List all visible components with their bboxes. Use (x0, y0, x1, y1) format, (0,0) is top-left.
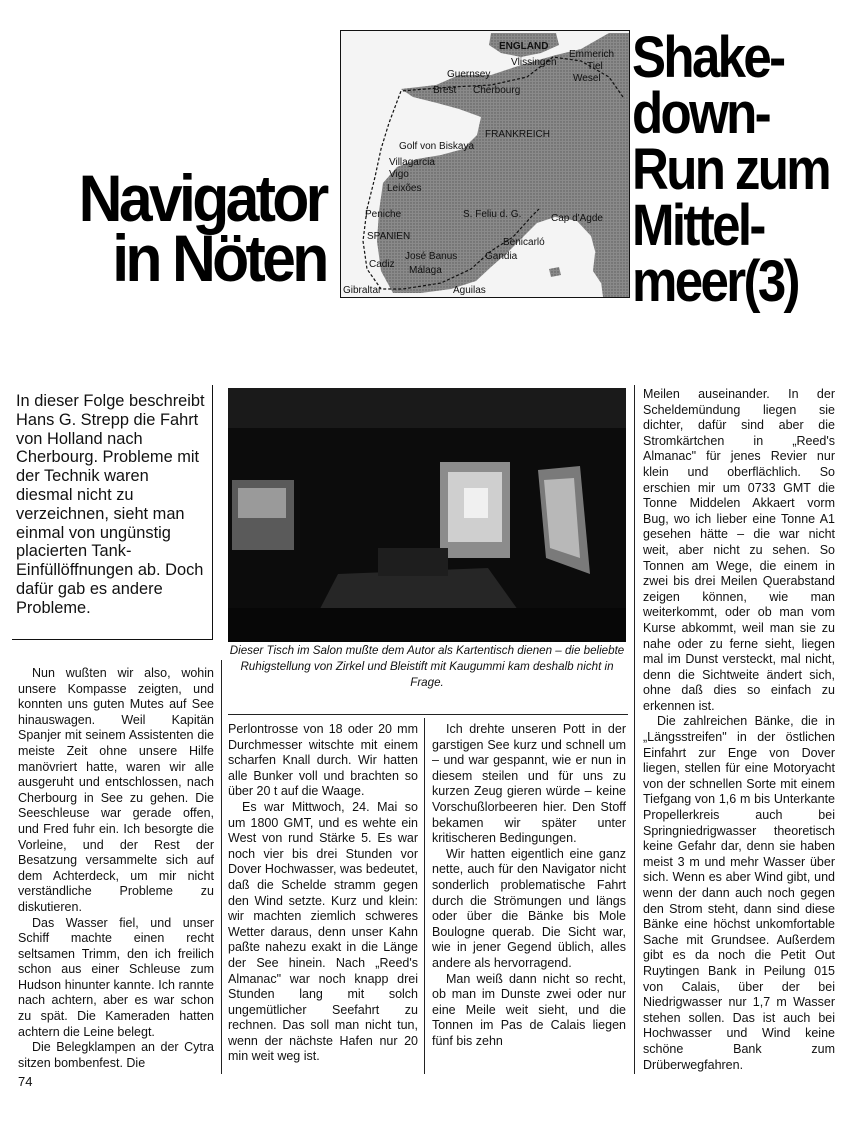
map-label-benicarlo: Benicarló (503, 237, 545, 248)
paragraph: Die zahlreichen Bänke, die in „Längsstreifen" in der östlichen Einfahrt zur Enge von Dover liegen, stellen für eine Motoryacht von der schnellen Sorte mit einem Tiefgang von 1,6 m bis Unterkante Propellerkreis auch bei Springniedrigwasser theoretisch keine Gefahr dar, denn sie haben meist 3 m und mehr Wasser über sich. Wenn es aber Wind gibt, und wenn der dann auch noch gegen den Strom steht, dann sind diese Bänke eine höchst unkomfortable Sache mit Grundsee. Außerdem gibt es da noch die Petit Out Ruytingen Bank in Peilung 015 von Calais, über der bei Niedrigwasser nur 1,7 m Wasser stehen sollen. Das ist auch bei Hochwasser und Wind keine schöne Bank zum Drüberwegfahren. (643, 714, 835, 1072)
column-rule (424, 718, 425, 1074)
map-label-tiel: Tiel (587, 61, 603, 72)
map-label-frankreich: FRANKREICH (485, 129, 551, 140)
paragraph: Ich drehte unseren Pott in der garstigen See kurz und schnell um – und war gespannt, wie er nun in diesem steilen und für uns zu kurzen Zeug gieren würde – keine Vorschußlorbeeren hier. Den Stoff bekamen wir später unter kritischeren Bedingungen. (432, 722, 626, 846)
paragraph: Perlontrosse von 18 oder 20 mm Durchmesser witschte mit einem scharfen Knall durch. Wir hatten alle Bunker voll und brachten so über 20 t auf die Waage. (228, 722, 418, 799)
map-label-vlissingen: Vlissingen (511, 57, 557, 68)
photo-caption: Dieser Tisch im Salon mußte dem Autor als Kartentisch dienen – die beliebte Ruhigstellung von Zirkel und Bleistift mit Kaugummi kam deshalb nicht in Frage. (229, 644, 625, 689)
map-label-jose-banus: José Banus (405, 251, 458, 262)
paragraph: Das Wasser fiel, und unser Schiff machte einen recht seltsamen Trimm, den ich freilich schon aus einer Schleuse zum Hudson hinunter kannte. Ich rannte nach achtern, aber es war schon zu spät. Die Kameraden hatten achtern die Leine belegt. (18, 915, 214, 1039)
text-column-3 (432, 722, 626, 1049)
caption-rule (228, 714, 628, 715)
paragraph: Man weiß dann nicht so recht, ob man im Dunste zwei oder nur eine Meile weit sieht, und die Tonnen im Pas de Calais liegen fünf bis zehn (432, 971, 626, 1048)
headline-right-line: Run zum (632, 137, 829, 202)
map-label-cadiz: Cadiz (369, 259, 395, 270)
map-label-leixoes: Leixões (387, 183, 422, 194)
map-label-peniche: Peniche (365, 209, 402, 220)
map-label-spanien: SPANIEN (367, 231, 411, 242)
intro-text: In dieser Folge beschreibt Hans G. Strepp die Fahrt von Holland nach Cherbourg. Probleme mit der Technik waren diesmal nicht zu verzeichnen, sieht man einmal von ungünstig placierten Tank-Einfüllöffnungen ab. Doch dafür gab es andere Probleme. (16, 392, 205, 617)
paragraph: Wir hatten eigentlich eine ganz nette, auch für den Navigator nicht sonderlich problematische Fahrt durch die Strömungen und längs oder über die Bänke bis Mole Boulogne querab. Die Sicht war, wie in jener Gegend üblich, alles andere als hervorragend. (432, 846, 626, 970)
map-label-golf: Golf von Biskaya (399, 141, 475, 152)
paragraph: Meilen auseinander. In der Scheldemündung liegen sie dichter, dafür sind aber die Stromkärtchen in „Reed's Almanac" für jenes Revier nur klein und oberflächlich. So erschien mir um 0733 GMT die Tonne Middelen Akkaert vorm Bug, wo ich lieber eine Tonne A1 gesehen hätte – die war nicht weit, aber nicht zu sehen. So Tonnen am Wege, die einem in zwei bis drei Meilen Querabstand zeigen können, wie man weiterkommt, oder ob man vom Kurse abkommt, weil man sie zu nahe oder zu ferne sieht, liegen mal im Dunst versteckt, mal nicht, denn die Sichtweite ändert sich, ohne daß dies so einfach zu erkennen ist. (643, 387, 835, 713)
headline-right-line: down- (632, 81, 770, 146)
paragraph: Die Belegklampen an der Cytra sitzen bombenfest. Die (18, 1040, 214, 1070)
map-label-guernsey: Guernsey (447, 69, 491, 80)
map-label-vigo: Vigo (389, 169, 409, 180)
map-label-wesel: Wesel (573, 73, 601, 84)
route-map (340, 30, 630, 298)
headline-right-line: Shake- (632, 25, 784, 90)
headline-left-line: in Nöten (112, 221, 326, 295)
text-column-2 (228, 722, 418, 1065)
map-label-aguilas: Aguilas (453, 285, 486, 296)
page-number: 74 (18, 1074, 33, 1089)
headline-left (22, 161, 326, 295)
text-column-1 (18, 666, 214, 1071)
column-rule (221, 660, 222, 1074)
map-label-gandia: Gandia (485, 251, 518, 262)
headline-right (632, 25, 843, 314)
map-label-brest: Brest (433, 85, 457, 96)
map-label-sfeliu: S. Feliu d. G. (463, 209, 522, 220)
map-label-malaga: Málaga (409, 265, 442, 276)
map-label-cherbourg: Cherbourg (473, 85, 521, 96)
headline-right-line: meer(3) (632, 249, 798, 314)
map-label-emmerich: Emmerich (569, 49, 615, 60)
headline-right-line: Mittel- (632, 193, 764, 258)
salon-photo (228, 388, 626, 642)
text-column-4 (643, 387, 835, 1073)
map-label-england: ENGLAND (499, 41, 549, 52)
paragraph: Nun wußten wir also, wohin unsere Kompasse zeigten, und konnten uns guten Mutes auf See hinauswagen. Weil Kapitän Spanjer mit seinem Assistenten die meiste Zeit ohne unsere Hilfe manövriert hatte, waren wir alle ausgeruht und entschlossen, nach Cherbourg in See zu gehen. Die Seeschleuse war gerade offen, und Fred fuhr ein. Ich besorgte die Vorleine, und der Rest der Besatzung versammelte sich auf dem Achterdeck, um mir nicht verständliche Probleme zu diskutieren. (18, 666, 214, 914)
map-label-capdagde: Cap d'Agde (551, 213, 603, 224)
column-rule (634, 385, 635, 1074)
paragraph: Es war Mittwoch, 24. Mai so um 1800 GMT, und es wehte ein West von rund Stärke 5. Es war noch vier bis drei Stunden vor Dover Hochwasser, was bedeutet, daß die Schelde stramm gegen den Wind setzte. Kurz und klein: wir machten ziemlich schweres Wetter daraus, denn unser Kahn paßte nahezu exakt in die Länge der See hinein. Nach „Reed's Almanac" war noch knapp drei Stunden lang mit solch ungemütlicher Seefahrt zu rechnen. Das soll man nicht tun, wenn der nächste Hafen nur 20 min weit weg ist. (228, 799, 418, 1064)
headline-left-line: Navigator (78, 161, 326, 235)
map-label-villagarcia: Villagarcia (389, 157, 435, 168)
map-label-gibraltar: Gibraltar (343, 285, 382, 296)
salon-photo-graphic (228, 388, 626, 642)
route-map-graphic (341, 31, 629, 297)
